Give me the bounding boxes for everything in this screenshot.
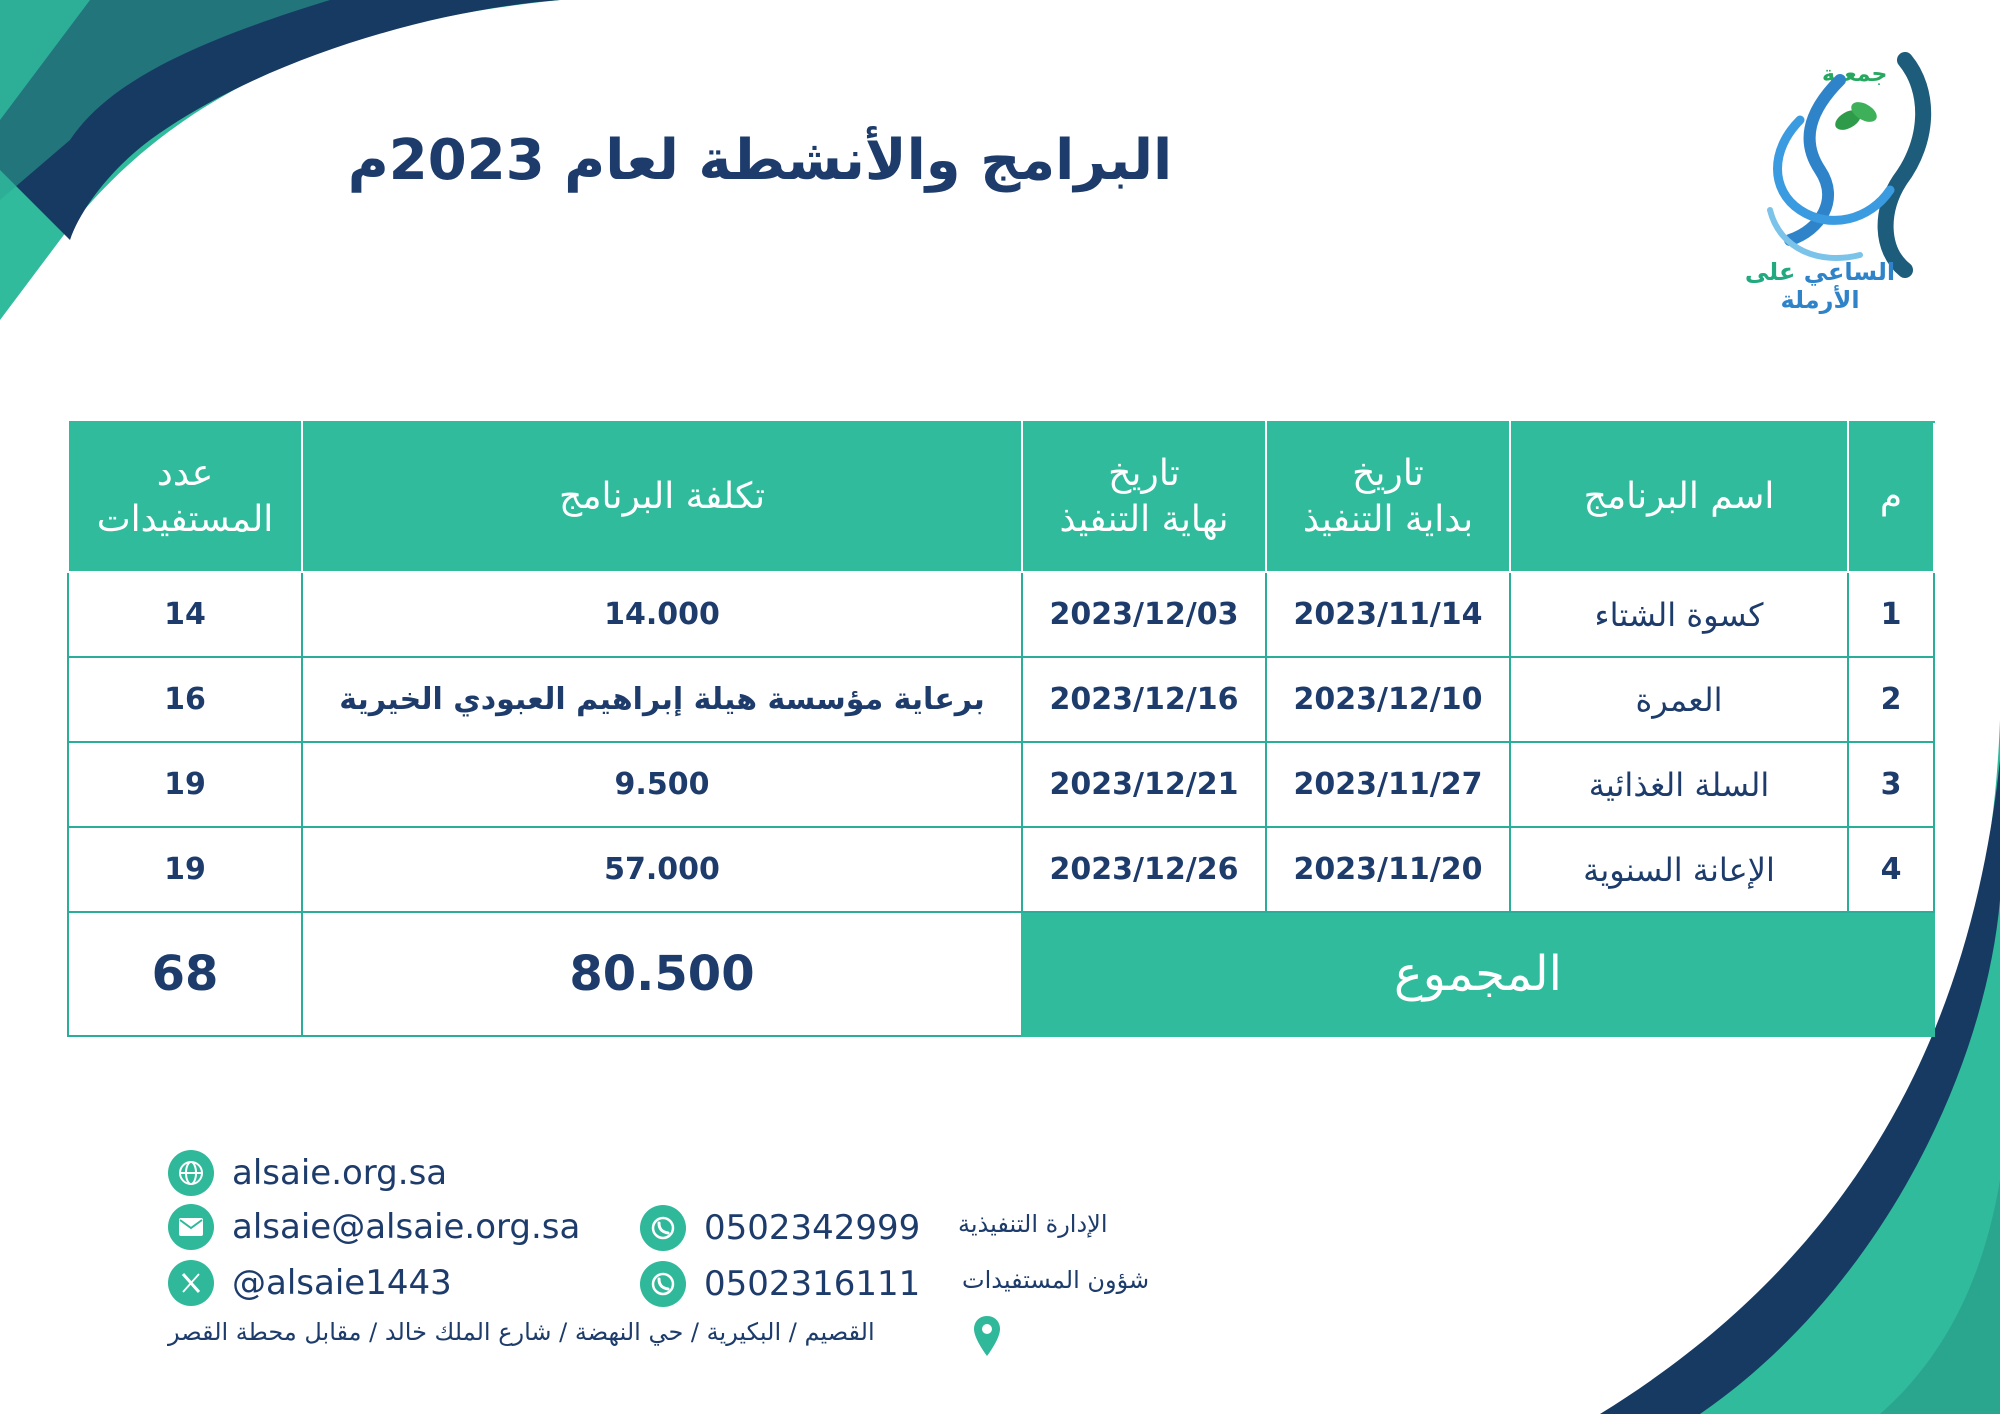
total-cost: 80.500: [302, 912, 1022, 1036]
beneficiaries-count: 19: [68, 742, 302, 827]
table-header-row: [68, 422, 1934, 572]
end-date: 2023/12/03: [1022, 572, 1266, 657]
header-cost: تكلفة البرنامج: [302, 422, 1022, 572]
twitter-contact[interactable]: [168, 1260, 452, 1306]
table-total-row: [68, 912, 1934, 1036]
header-index: م: [1848, 422, 1934, 572]
end-date: 2023/12/26: [1022, 827, 1266, 912]
logo-caption: الساعي على الأرملة: [1744, 258, 1896, 314]
beneficiaries-count: 16: [68, 657, 302, 742]
start-date: 2023/12/10: [1266, 657, 1510, 742]
start-date: 2023/11/20: [1266, 827, 1510, 912]
program-cost: 57.000: [302, 827, 1022, 912]
table-row: [68, 742, 1934, 827]
table-row: [68, 572, 1934, 657]
twitter-text[interactable]: @alsaie1443: [232, 1263, 452, 1303]
total-beneficiaries: 68: [68, 912, 302, 1036]
programs-table: [67, 421, 1935, 1037]
table-row: [68, 657, 1934, 742]
whatsapp-icon: [640, 1205, 686, 1251]
row-index: 3: [1848, 742, 1934, 827]
beneficiaries-count: 19: [68, 827, 302, 912]
phone-benef-text[interactable]: 0502316111: [704, 1264, 921, 1304]
phone-exec-text[interactable]: 0502342999: [704, 1208, 921, 1248]
phone-benef-label: شؤون المستفيدات: [962, 1266, 1150, 1294]
program-cost: برعاية مؤسسة هيلة إبراهيم العبودي الخيرية: [302, 657, 1022, 742]
location-pin-icon: [972, 1314, 1002, 1358]
email-text[interactable]: alsaie@alsaie.org.sa: [232, 1207, 581, 1247]
total-label: المجموع: [1022, 912, 1934, 1036]
phone-exec-contact[interactable]: [640, 1205, 920, 1251]
end-date: 2023/12/16: [1022, 657, 1266, 742]
header-beneficiaries: عدد المستفيدات: [68, 422, 302, 572]
page-title: البرامج والأنشطة لعام 2023م: [347, 128, 1173, 193]
header-end: تاريخ نهاية التنفيذ: [1022, 422, 1266, 572]
x-icon: [168, 1260, 214, 1306]
phone-exec-label: الإدارة التنفيذية: [958, 1210, 1108, 1238]
beneficiaries-count: 14: [68, 572, 302, 657]
row-index: 4: [1848, 827, 1934, 912]
globe-icon: [168, 1150, 214, 1196]
header-name: اسم البرنامج: [1510, 422, 1848, 572]
table-row: [68, 827, 1934, 912]
program-cost: 14.000: [302, 572, 1022, 657]
end-date: 2023/12/21: [1022, 742, 1266, 827]
mail-icon: [168, 1204, 214, 1250]
address-text: القصيم / البكيرية / حي النهضة / شارع الملك خالد / مقابل محطة القصر: [168, 1318, 875, 1346]
row-index: 1: [1848, 572, 1934, 657]
program-name: السلة الغذائية: [1510, 742, 1848, 827]
whatsapp-icon: [640, 1261, 686, 1307]
start-date: 2023/11/14: [1266, 572, 1510, 657]
start-date: 2023/11/27: [1266, 742, 1510, 827]
program-name: الإعانة السنوية: [1510, 827, 1848, 912]
row-index: 2: [1848, 657, 1934, 742]
phone-benef-contact[interactable]: [640, 1261, 920, 1307]
header-start: تاريخ بداية التنفيذ: [1266, 422, 1510, 572]
website-contact[interactable]: [168, 1150, 447, 1196]
program-name: كسوة الشتاء: [1510, 572, 1848, 657]
website-text[interactable]: alsaie.org.sa: [232, 1153, 448, 1193]
email-contact[interactable]: [168, 1204, 580, 1250]
program-cost: 9.500: [302, 742, 1022, 827]
logo-top-word: جمعية: [1822, 62, 1888, 87]
program-name: العمرة: [1510, 657, 1848, 742]
